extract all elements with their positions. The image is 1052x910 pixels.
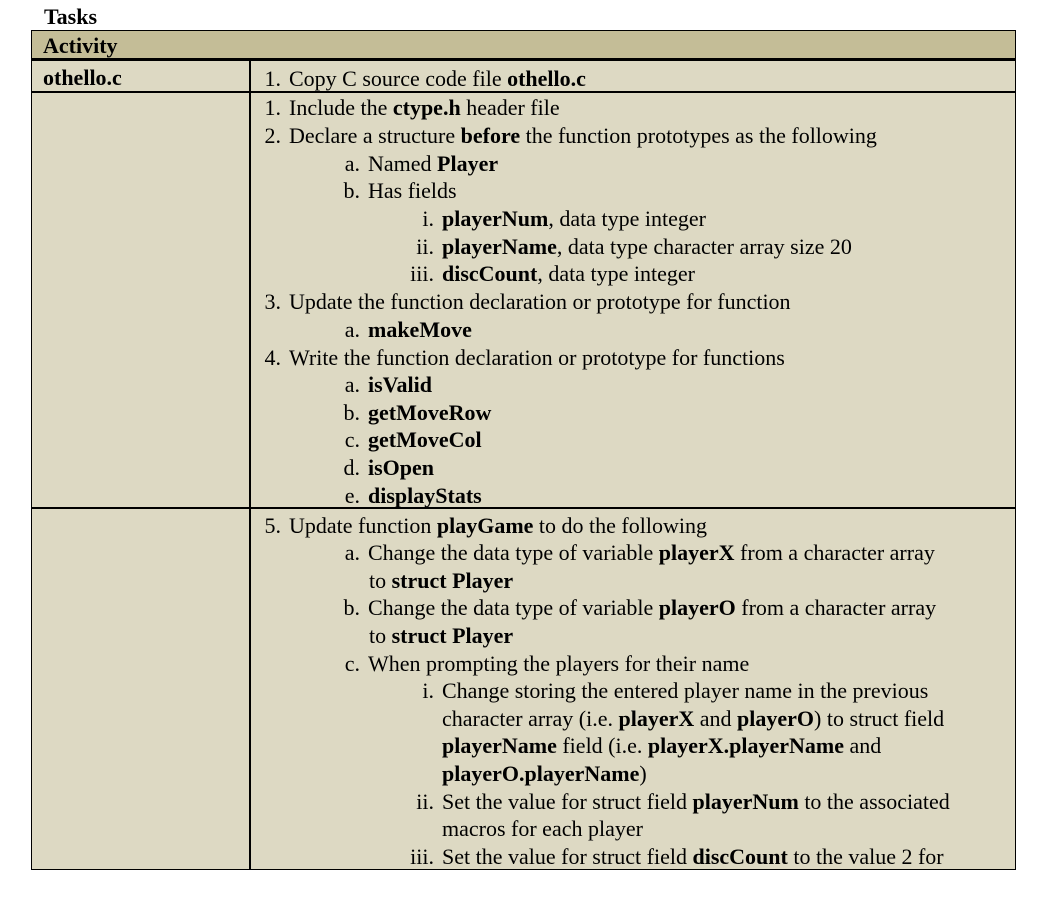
page-heading: Tasks <box>44 4 98 29</box>
list-item: i. playerNum, data type integer <box>422 206 706 231</box>
column-divider <box>249 61 251 869</box>
list-item: 1. Include the ctype.h header file <box>264 95 560 120</box>
list-item: b. Has fields <box>343 178 457 203</box>
list-item-continuation: macros for each player <box>442 816 643 841</box>
list-item: d. isOpen <box>343 455 435 480</box>
list-item: c. When prompting the players for their name <box>344 651 750 676</box>
list-item: a. makeMove <box>344 317 472 342</box>
list-item: b. Change the data type of variable playerO from a character array <box>343 595 937 620</box>
activity-header: Activity <box>43 33 118 58</box>
list-item-continuation: playerO.playerName) <box>442 761 647 786</box>
list-item: 3. Update the function declaration or prototype for function <box>264 289 791 314</box>
list-item: a. Change the data type of variable playerX from a character array <box>344 540 935 565</box>
row-divider <box>32 507 1015 509</box>
list-item: 2. Declare a structure before the function prototypes as the following <box>264 123 877 148</box>
list-item: c. getMoveCol <box>344 427 482 452</box>
list-item: 5. Update function playGame to do the following <box>264 513 707 538</box>
table-header <box>32 31 1015 61</box>
list-item: iii. discCount, data type integer <box>410 261 695 286</box>
list-item: iii. Set the value for struct field discCount to the value 2 for <box>410 844 944 869</box>
list-item: 4. Write the function declaration or prototype for functions <box>264 345 785 370</box>
list-item: e. displayStats <box>344 483 482 508</box>
list-item-continuation: to struct Player <box>369 568 514 593</box>
list-item: b. getMoveRow <box>343 400 492 425</box>
file-name-cell: othello.c <box>43 65 122 90</box>
list-item-continuation: playerName field (i.e. playerX.playerName and <box>442 733 882 758</box>
list-item: i. Change storing the entered player name in the previous <box>422 678 929 703</box>
list-item-continuation: to struct Player <box>369 623 514 648</box>
list-item: a. Named Player <box>344 151 499 176</box>
list-item-continuation: character array (i.e. playerX and playerO) to struct field <box>442 706 945 731</box>
tasks-table <box>31 30 1016 870</box>
list-item: a. isValid <box>344 372 433 397</box>
list-item: 1. Copy C source code file othello.c <box>264 66 586 91</box>
list-item: ii. Set the value for struct field playerNum to the associated <box>416 789 950 814</box>
list-item: ii. playerName, data type character array size 20 <box>416 234 852 259</box>
